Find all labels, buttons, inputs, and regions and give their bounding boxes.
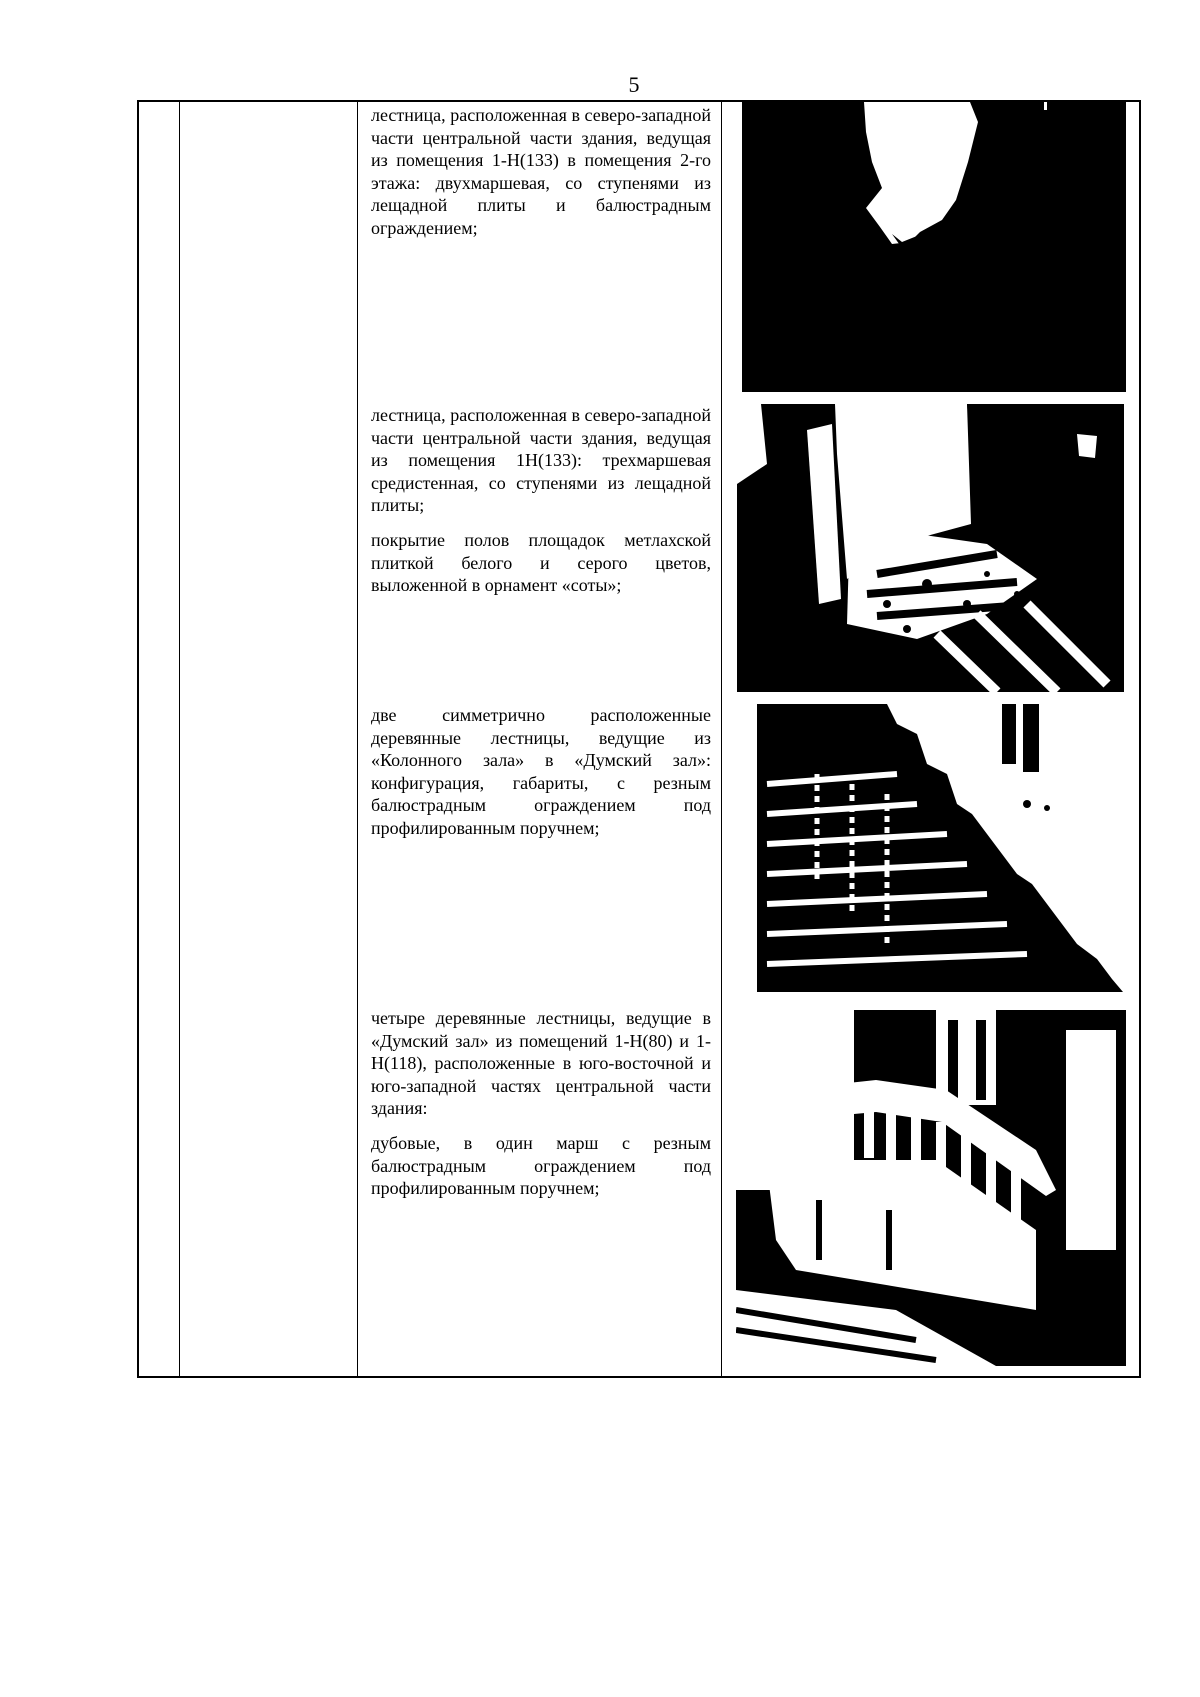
entry-description [371, 404, 711, 609]
entry-paragraph: дубовые, в один марш с резным балюстрадным ограждением под профилированным поручнем; [371, 1132, 711, 1199]
page-number: 5 [628, 72, 640, 97]
entry-paragraph: лестница, расположенная в северо-западной части центральной части здания, ведущая из помещения 1-Н(133) в помещения 2-го этажа: двухмаршевая, со ступенями из лещадной плиты и балюстрадным ограждением; [371, 105, 711, 238]
entry-paragraph: четыре деревянные лестницы, ведущие в «Думский зал» из помещений 1-Н(80) и 1-Н(118), расположенные в юго-восточной и юго-западной частях центральной части здания: [371, 1008, 711, 1119]
entry-paragraph: покрытие полов площадок метлахской плиткой белого и серого цветов, выложенной в орнамент «соты»; [371, 529, 711, 596]
entry-paragraph: две симметрично расположенные деревянные лестницы, ведущие из «Колонного зала» в «Думский зал»: конфигурация, габариты, с резным балюстрадным ограждением под профилированным поручнем; [371, 705, 711, 838]
column-divider [721, 102, 722, 1376]
column-divider [357, 102, 358, 1376]
entry-description [371, 704, 711, 852]
entry-description [371, 104, 711, 252]
photo-oak-balustrade-stair [736, 1010, 1126, 1366]
column-divider [179, 102, 180, 1376]
photo-stair-landing [742, 102, 1126, 392]
entry-description [371, 1007, 711, 1212]
photo-wooden-stairs [757, 704, 1123, 992]
entry-paragraph: лестница, расположенная в северо-западной части центральной части здания, ведущая из помещения 1Н(133): трехмаршевая средистенная, со ступенями из лещадной плиты; [371, 405, 711, 516]
photo-stone-steps [737, 404, 1124, 692]
heritage-elements-table [137, 100, 1141, 1378]
